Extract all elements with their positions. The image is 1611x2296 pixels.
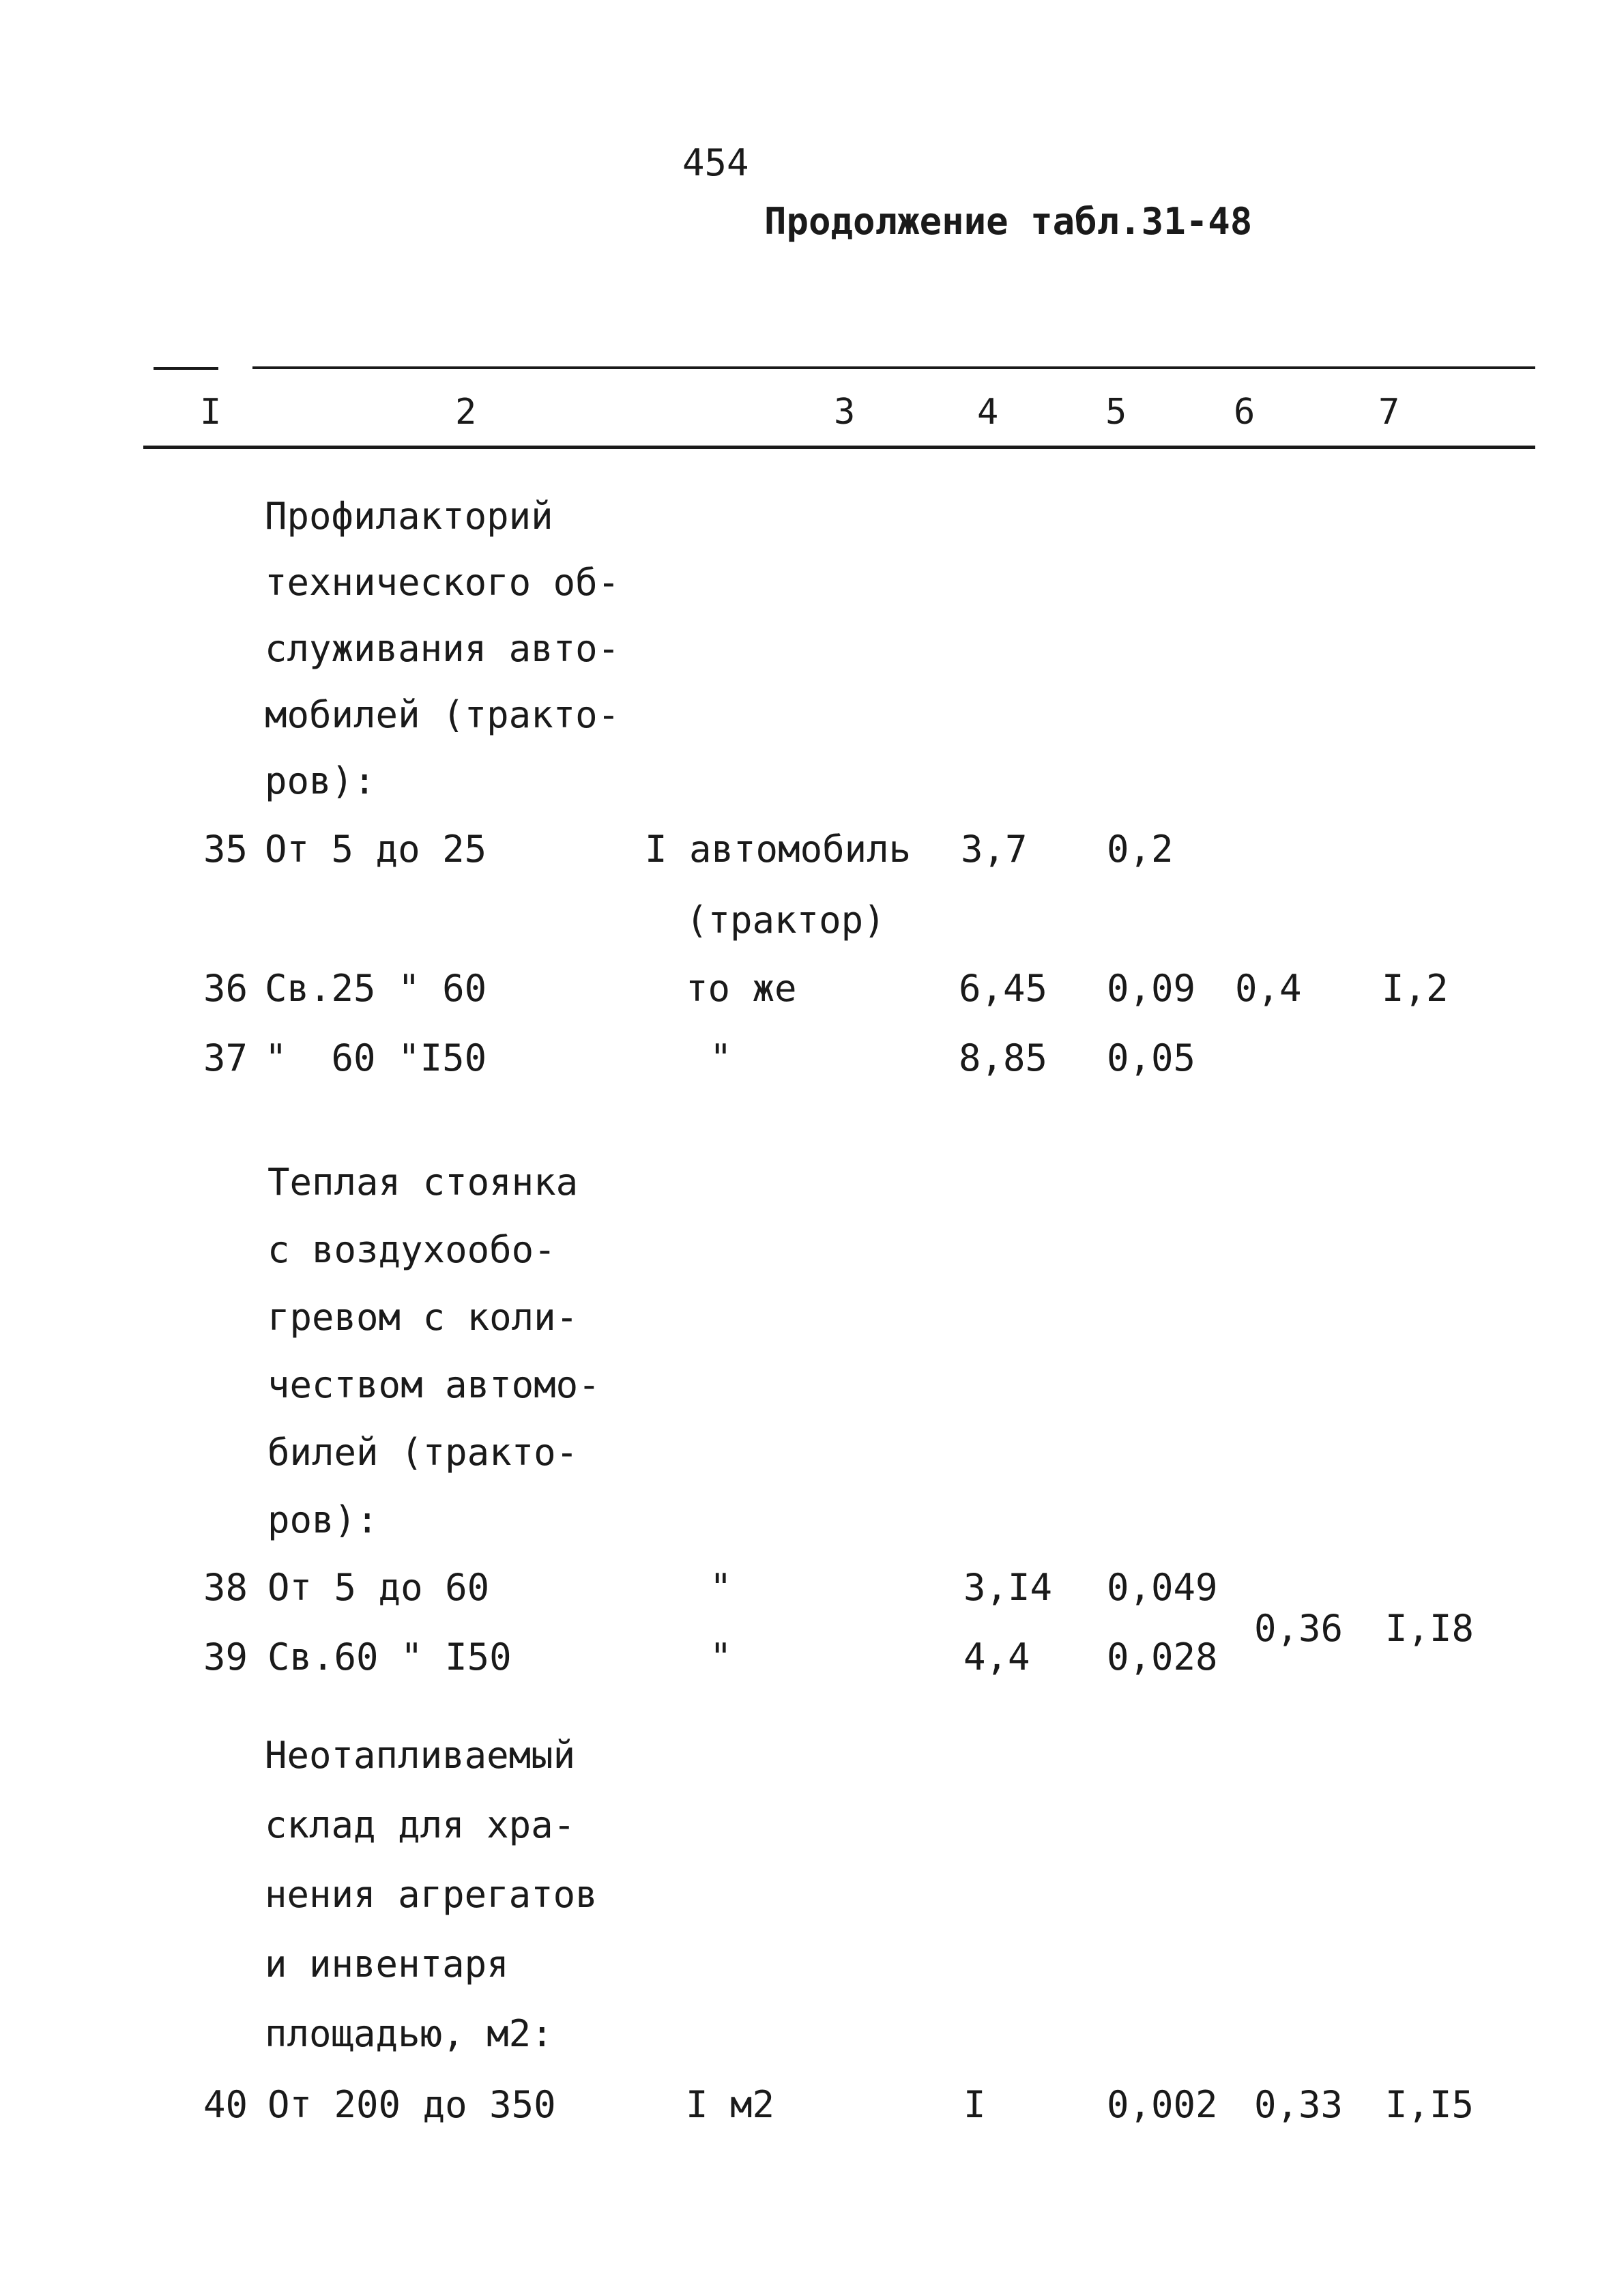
column-header-4: 4 [977, 392, 999, 433]
section-title-line: ров): [265, 759, 376, 802]
shared-col7: I,I8 [1385, 1607, 1475, 1650]
row-name: " 60 "I50 [265, 1036, 487, 1079]
row-col6: 0,4 [1235, 967, 1302, 1010]
row-name: Св.25 " 60 [265, 967, 487, 1010]
column-header-5: 5 [1105, 392, 1127, 433]
row-unit: I м2 [686, 2083, 775, 2126]
section-title-line: Профилакторий [265, 495, 553, 538]
row-col5: 0,05 [1107, 1036, 1196, 1079]
row-col7: I,I5 [1385, 2083, 1475, 2126]
row-col4: 3,I4 [963, 1566, 1053, 1609]
row-unit-continued: (трактор) [686, 899, 886, 942]
column-header-7: 7 [1378, 392, 1400, 433]
row-name: От 5 до 60 [267, 1566, 490, 1609]
section-title-line: служивания авто- [265, 627, 620, 670]
shared-col6: 0,36 [1254, 1607, 1344, 1650]
row-number: 39 [203, 1636, 248, 1679]
section-title-line: нения агрегатов [265, 1873, 598, 1916]
row-number: 40 [203, 2083, 248, 2126]
row-unit-ditto: " [710, 1566, 732, 1609]
row-number: 36 [203, 967, 248, 1010]
column-header-3: 3 [834, 392, 856, 433]
section-title-line: технического об- [265, 561, 620, 604]
page-number: 454 [682, 141, 749, 184]
row-unit: то же [686, 967, 797, 1010]
row-col4: 8,85 [959, 1036, 1048, 1079]
row-unit-ditto: " [710, 1036, 732, 1079]
section-title-line: Теплая стоянка [267, 1161, 579, 1204]
section-title-line: гревом с коли- [267, 1296, 579, 1339]
row-col4: I [963, 2083, 986, 2126]
section-title-line: чеством автомо- [267, 1363, 600, 1406]
row-col5: 0,002 [1107, 2083, 1218, 2126]
column-header-1: I [200, 392, 222, 433]
section-title-line: склад для хра- [265, 1803, 576, 1846]
header-bottom-rule [143, 446, 1535, 449]
row-col4: 4,4 [963, 1636, 1030, 1679]
top-rule-fragment [154, 367, 218, 370]
row-unit-ditto: " [710, 1636, 732, 1679]
row-col5: 0,049 [1107, 1566, 1218, 1609]
row-name: Св.60 " I50 [267, 1636, 512, 1679]
section-title-line: с воздухообо- [267, 1228, 556, 1271]
row-col4: 6,45 [959, 967, 1048, 1010]
row-col6: 0,33 [1254, 2083, 1344, 2126]
table-continuation-caption: Продолжение табл.31-48 [764, 200, 1253, 243]
section-title-line: ров): [267, 1498, 379, 1541]
row-number: 38 [203, 1566, 248, 1609]
row-col5: 0,028 [1107, 1636, 1218, 1679]
top-rule [252, 366, 1535, 369]
section-title-line: и инвентаря [265, 1943, 509, 1986]
row-col5: 0,09 [1107, 967, 1196, 1010]
section-title-line: билей (тракто- [267, 1431, 579, 1474]
row-number: 35 [203, 828, 248, 871]
column-header-6: 6 [1234, 392, 1256, 433]
row-name: От 200 до 350 [267, 2083, 556, 2126]
row-col7: I,2 [1382, 967, 1449, 1010]
section-title-line: площадью, м2: [265, 2012, 553, 2055]
row-col4: 3,7 [961, 828, 1028, 871]
row-unit: I автомобиль [645, 828, 912, 871]
column-header-2: 2 [455, 392, 477, 433]
section-title-line: мобилей (тракто- [265, 693, 620, 736]
row-number: 37 [203, 1036, 248, 1079]
row-col5: 0,2 [1107, 828, 1174, 871]
section-title-line: Неотапливаемый [265, 1734, 576, 1777]
row-name: От 5 до 25 [265, 828, 487, 871]
